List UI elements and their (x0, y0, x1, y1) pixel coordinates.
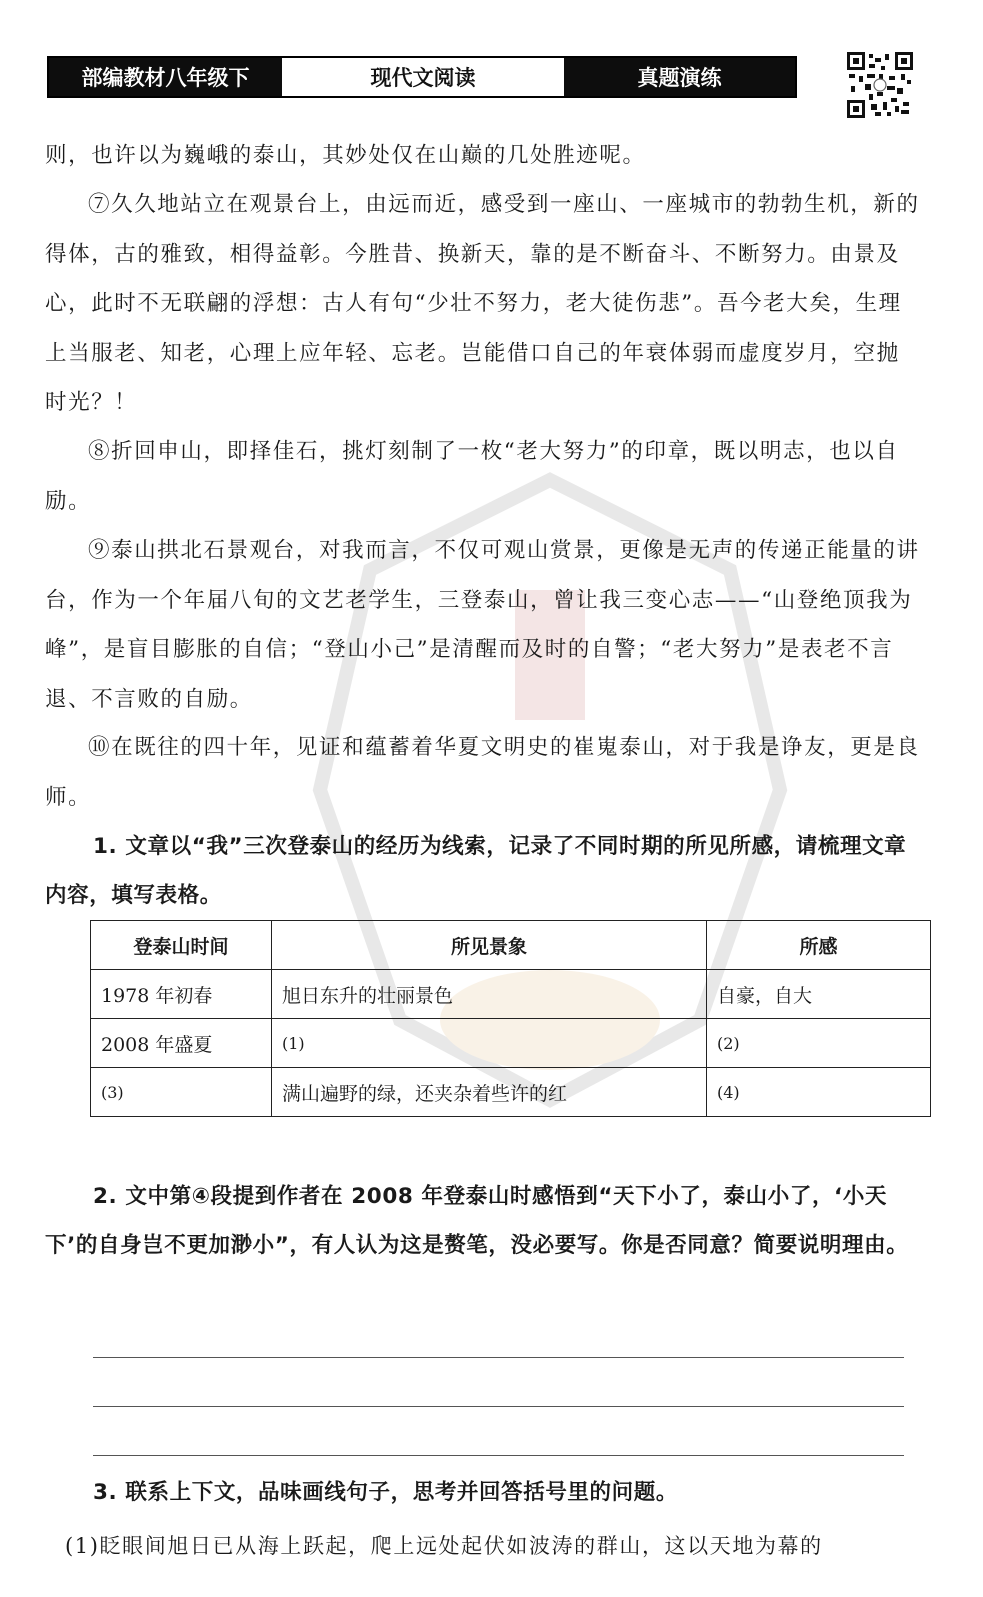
answer-blank-1[interactable]: (1) (272, 1019, 707, 1068)
table-cell: 旭日东升的壮丽景色 (272, 970, 707, 1019)
header-exercise: 真题演练 (564, 58, 795, 96)
answer-line[interactable] (93, 1406, 904, 1407)
table-row (91, 1019, 931, 1068)
header-grade: 部编教材八年级下 (49, 58, 282, 96)
paragraph-10: ⑩在既往的四十年，见证和蕴蓄着华夏文明史的崔嵬泰山，对于我是诤友，更是良师。 (45, 735, 920, 810)
table-cell: 2008 年盛夏 (91, 1019, 272, 1068)
table-cell: 1978 年初春 (91, 970, 272, 1019)
table-header: 所感 (707, 921, 931, 970)
header-section: 现代文阅读 (282, 58, 564, 96)
question-3: 3. 联系上下文，品味画线句子，思考并回答括号里的问题。 (93, 1480, 678, 1505)
question-3-item-1: (1)眨眼间旭日已从海上跃起，爬上远处起伏如波涛的群山，这以天地为幕的 (65, 1534, 823, 1558)
answer-blank-2[interactable]: (2) (707, 1019, 931, 1068)
answer-line[interactable] (93, 1455, 904, 1456)
header-bar (47, 56, 797, 98)
table-header: 所见景象 (272, 921, 707, 970)
paragraph-9: ⑨泰山拱北石景观台，对我而言，不仅可观山赏景，更像是无声的传递正能量的讲台，作为一个年届八旬的文艺老学生，三登泰山，曾让我三变心志——“山登绝顶我为峰”，是盲目膨胀的自信；“登山小己”是清醒而及时的自警；“老大努力”是表老不言退、不言败的自励。 (45, 538, 920, 712)
qr-code-icon[interactable] (847, 52, 913, 118)
answer-blank-4[interactable]: (4) (707, 1068, 931, 1117)
table-row (91, 970, 931, 1019)
table-cell: 自豪，自大 (707, 970, 931, 1019)
paragraph-7: ⑦久久地站立在观景台上，由远而近，感受到一座山、一座城市的勃勃生机，新的得体，古的雅致，相得益彰。今胜昔、换新天，靠的是不断奋斗、不断努力。由景及心，此时不无联翩的浮想：古人有句“少壮不努力，老大徒伤悲”。吾今老大矣，生理上当服老、知老，心理上应年轻、忘老。岂能借口自己的年衰体弱而虚度岁月，空抛时光？！ (45, 192, 920, 415)
question-2: 2. 文中第④段提到作者在 2008 年登泰山时感悟到“天下小了，泰山小了，‘小天下’的自身岂不更加渺小”，有人认为这是赘笔，没必要写。你是否同意？简要说明理由。 (45, 1184, 909, 1258)
answer-table (90, 920, 931, 1117)
answer-blank-3[interactable]: (3) (91, 1068, 272, 1117)
table-row (91, 1068, 931, 1117)
paragraph-6-end: 则，也许以为巍峨的泰山，其妙处仅在山巅的几处胜迹呢。 (45, 143, 646, 168)
paragraph-8: ⑧折回申山，即择佳石，挑灯刻制了一枚“老大努力”的印章，既以明志，也以自励。 (45, 439, 899, 514)
table-header-row (91, 921, 931, 970)
table-cell: 满山遍野的绿，还夹杂着些许的红 (272, 1068, 707, 1117)
answer-line[interactable] (93, 1357, 904, 1358)
table-header: 登泰山时间 (91, 921, 272, 970)
question-1: 1. 文章以“我”三次登泰山的经历为线索，记录了不同时期的所见所感，请梳理文章内容，填写表格。 (45, 834, 907, 908)
